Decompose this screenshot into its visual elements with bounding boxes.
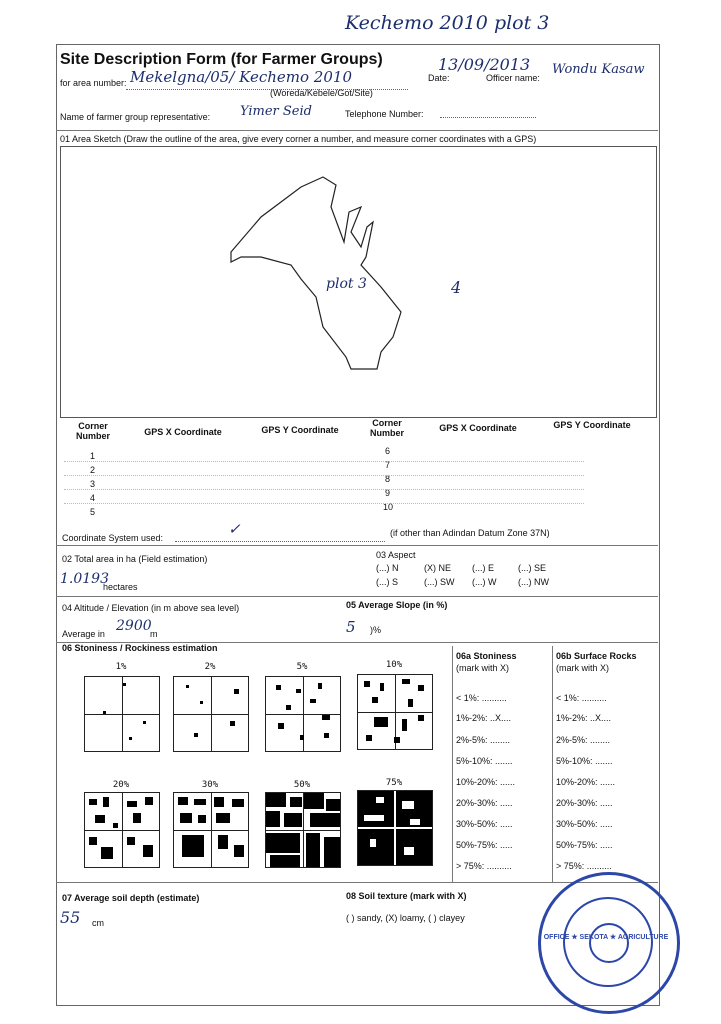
grid-label: 20% [112,780,130,790]
aspect-nw: (...) NW [518,577,549,587]
area-number-value: Mekelgna/05/ Kechemo 2010 [130,68,352,86]
corner-num: 4 [90,493,96,503]
corner-num: 2 [90,465,96,475]
stoniness-option: 50%-75%: ..... [456,840,513,850]
grid-label: 75% [385,778,403,788]
stoniness-option: < 1%: .......... [456,693,507,703]
col-gps-y-1: GPS Y Coordinate [261,425,339,435]
officer-value: Wondu Kasaw [552,62,645,77]
stoniness-option: 20%-30%: ..... [456,798,513,808]
stone-grid-50pct [265,792,341,868]
soil-depth-unit: cm [92,918,104,928]
rocks-06b-heading: 06b Surface Rocks [556,651,637,661]
rep-value: Yimer Seid [240,104,312,119]
rocks-option: 50%-75%: ..... [556,840,613,850]
col-gps-x-1: GPS X Coordinate [144,427,222,437]
corner-num: 8 [385,474,391,484]
grid-label: 2% [204,662,216,672]
rocks-option: < 1%: .......... [556,693,607,703]
form-title: Site Description Form (for Farmer Groups) [60,51,383,68]
col-corner-number-2: Corner Number [369,418,404,438]
rep-label: Name of farmer group representative: [60,112,211,122]
plot-label: plot 3 [326,276,367,292]
corner-num: 5 [90,507,96,517]
corner-num: 7 [385,460,391,470]
rocks-06b-sub: (mark with X) [556,663,610,673]
altitude-heading: 04 Altitude / Elevation (in m above sea level) [62,603,240,613]
aspect-se: (...) SE [518,563,547,573]
aspect-heading: 03 Aspect [376,550,416,560]
col-gps-y-2: GPS Y Coordinate [553,420,631,430]
grid-label: 50% [293,780,311,790]
rocks-option: 1%-2%: ..X.... [556,713,612,723]
total-area-heading: 02 Total area in ha (Field estimation) [62,554,208,564]
aspect-e: (...) E [472,563,494,573]
corner-num: 6 [385,446,391,456]
coord-system-note: (if other than Adindan Datum Zone 37N) [390,528,550,538]
rocks-option: 10%-20%: ...... [556,777,616,787]
stone-grid-10pct [357,674,433,750]
stamp-text: OFFICE ★ SEKOTA ★ AGRICULTURE [543,934,669,941]
rocks-option: > 75%: .......... [556,861,612,871]
coord-system-label: Coordinate System used: [62,533,164,543]
corner-num: 9 [385,488,391,498]
stone-grid-5pct [265,676,341,752]
stone-grid-30pct [173,792,249,868]
rocks-option: 5%-10%: ....... [556,756,613,766]
total-area-value: 1.0193 [60,571,109,587]
date-label: Date: [428,73,450,83]
rocks-option: 2%-5%: ........ [556,735,611,745]
soil-texture-heading: 08 Soil texture (mark with X) [346,891,467,901]
corner-num: 10 [383,502,394,512]
aspect-n: (...) N [376,563,399,573]
aspect-w: (...) W [472,577,497,587]
total-area-unit: hectares [103,582,138,592]
stoniness-06a-sub: (mark with X) [456,663,510,673]
aspect-ne: (X) NE [424,563,451,573]
stone-grid-2pct [173,676,249,752]
stoniness-option: 30%-50%: ..... [456,819,513,829]
corner-num: 3 [90,479,96,489]
rocks-option: 20%-30%: ..... [556,798,613,808]
altitude-value: 2900 [116,618,152,634]
stoniness-06a-heading: 06a Stoniness [456,651,517,661]
altitude-prefix: Average in [62,629,105,639]
office-stamp [538,872,680,1014]
plot-mark: 4 [451,278,462,297]
stoniness-option: 5%-10%: ....... [456,756,513,766]
sketch-heading: 01 Area Sketch (Draw the outline of the area, give every corner a number, and measure corner coordinates with a GPS) [60,134,537,144]
officer-label: Officer name: [486,73,540,83]
col-gps-x-2: GPS X Coordinate [439,423,517,433]
grid-label: 10% [385,660,403,670]
rocks-option: 30%-50%: ..... [556,819,613,829]
soil-texture-options: ( ) sandy, (X) loamy, ( ) clayey [346,913,465,923]
grid-label: 30% [201,780,219,790]
stoniness-option: > 75%: .......... [456,861,512,871]
top-handwritten-note: Kechemo 2010 plot 3 [345,12,550,34]
aspect-s: (...) S [376,577,398,587]
aspect-sw: (...) SW [424,577,455,587]
stone-grid-20pct [84,792,160,868]
stoniness-heading: 06 Stoniness / Rockiness estimation [62,643,218,653]
area-number-label: for area number: [60,78,127,88]
phone-label: Telephone Number: [345,109,424,119]
grid-label: 1% [115,662,127,672]
col-corner-number-1: Corner Number [75,421,110,441]
date-value: 13/09/2013 [438,55,531,74]
slope-value: 5 [346,618,356,636]
corner-num: 1 [90,451,96,461]
stoniness-option: 10%-20%: ...... [456,777,516,787]
grid-label: 5% [296,662,308,672]
altitude-unit: m [150,629,158,639]
stoniness-option: 1%-2%: ..X.... [456,713,512,723]
area-sub-label: (Woreda/Kebele/Got/Site) [270,88,373,98]
slope-unit: )% [370,625,381,635]
stoniness-option: 2%-5%: ........ [456,735,511,745]
soil-depth-heading: 07 Average soil depth (estimate) [62,893,200,903]
slope-heading: 05 Average Slope (in %) [346,600,448,610]
coord-system-value: ✓ [228,520,241,538]
stone-grid-75pct [357,790,433,866]
soil-depth-value: 55 [60,908,81,927]
stone-grid-1pct [84,676,160,752]
